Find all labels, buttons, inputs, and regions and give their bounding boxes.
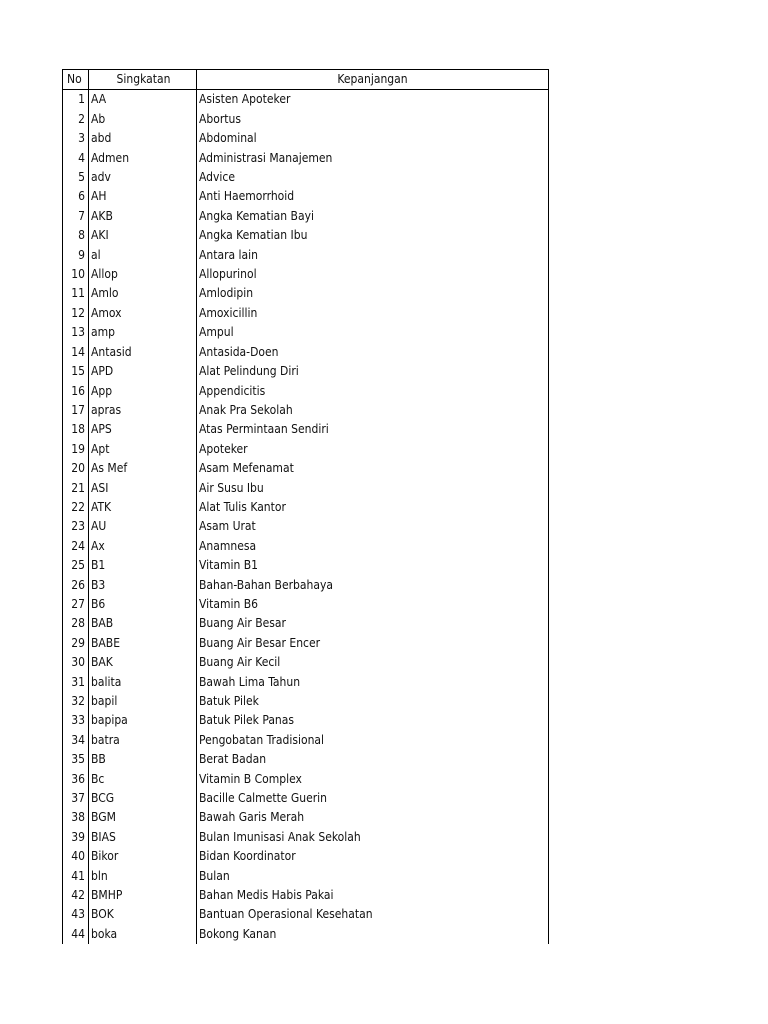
row-number: 43 <box>63 905 89 924</box>
row-number: 5 <box>63 168 89 187</box>
header-singkatan: Singkatan <box>89 70 197 90</box>
row-number: 13 <box>63 323 89 342</box>
row-number: 20 <box>63 459 89 478</box>
table-row <box>63 537 549 556</box>
abbreviation-cell: Bc <box>89 770 197 789</box>
header-no: No <box>63 70 89 90</box>
row-number: 41 <box>63 867 89 886</box>
expansion-cell: Bulan Imunisasi Anak Sekolah <box>197 828 549 847</box>
expansion-cell: Air Susu Ibu <box>197 479 549 498</box>
row-number: 18 <box>63 420 89 439</box>
expansion-cell: Batuk Pilek <box>197 692 549 711</box>
row-number: 12 <box>63 304 89 323</box>
expansion-cell: Vitamin B Complex <box>197 770 549 789</box>
abbreviation-table-container <box>62 69 548 944</box>
row-number: 1 <box>63 90 89 110</box>
table-header-row <box>63 70 549 90</box>
table-row <box>63 459 549 478</box>
expansion-cell: Asam Mefenamat <box>197 459 549 478</box>
expansion-cell: Bulan <box>197 867 549 886</box>
table-row <box>63 382 549 401</box>
table-row <box>63 129 549 148</box>
row-number: 29 <box>63 634 89 653</box>
expansion-cell: Advice <box>197 168 549 187</box>
expansion-cell: Pengobatan Tradisional <box>197 731 549 750</box>
table-row <box>63 110 549 129</box>
expansion-cell: Abortus <box>197 110 549 129</box>
abbreviation-cell: amp <box>89 323 197 342</box>
row-number: 17 <box>63 401 89 420</box>
table-row <box>63 867 549 886</box>
abbreviation-cell: App <box>89 382 197 401</box>
expansion-cell: Bahan-Bahan Berbahaya <box>197 576 549 595</box>
abbreviation-cell: Admen <box>89 149 197 168</box>
expansion-cell: Antara lain <box>197 246 549 265</box>
table-row <box>63 362 549 381</box>
table-row <box>63 828 549 847</box>
table-row <box>63 265 549 284</box>
row-number: 32 <box>63 692 89 711</box>
abbreviation-cell: BMHP <box>89 886 197 905</box>
abbreviation-cell: al <box>89 246 197 265</box>
abbreviation-cell: AH <box>89 187 197 206</box>
table-row <box>63 90 549 110</box>
abbreviation-cell: AA <box>89 90 197 110</box>
abbreviation-cell: Ab <box>89 110 197 129</box>
expansion-cell: Asam Urat <box>197 517 549 536</box>
expansion-cell: Berat Badan <box>197 750 549 769</box>
table-row <box>63 653 549 672</box>
abbreviation-cell: B1 <box>89 556 197 575</box>
table-row <box>63 187 549 206</box>
row-number: 10 <box>63 265 89 284</box>
row-number: 35 <box>63 750 89 769</box>
row-number: 24 <box>63 537 89 556</box>
abbreviation-table <box>62 69 549 944</box>
row-number: 15 <box>63 362 89 381</box>
table-row <box>63 673 549 692</box>
table-body <box>63 90 549 944</box>
table-row <box>63 517 549 536</box>
expansion-cell: Vitamin B1 <box>197 556 549 575</box>
expansion-cell: Bokong Kanan <box>197 925 549 944</box>
row-number: 9 <box>63 246 89 265</box>
expansion-cell: Buang Air Besar Encer <box>197 634 549 653</box>
abbreviation-cell: Allop <box>89 265 197 284</box>
table-row <box>63 207 549 226</box>
abbreviation-cell: APS <box>89 420 197 439</box>
abbreviation-cell: ASI <box>89 479 197 498</box>
abbreviation-cell: BB <box>89 750 197 769</box>
row-number: 6 <box>63 187 89 206</box>
expansion-cell: Buang Air Besar <box>197 614 549 633</box>
expansion-cell: Bacille Calmette Guerin <box>197 789 549 808</box>
table-row <box>63 692 549 711</box>
expansion-cell: Administrasi Manajemen <box>197 149 549 168</box>
abbreviation-cell: AU <box>89 517 197 536</box>
table-row <box>63 614 549 633</box>
abbreviation-cell: BOK <box>89 905 197 924</box>
row-number: 3 <box>63 129 89 148</box>
table-row <box>63 420 549 439</box>
table-row <box>63 226 549 245</box>
abbreviation-cell: AKI <box>89 226 197 245</box>
expansion-cell: Amlodipin <box>197 284 549 303</box>
expansion-cell: Appendicitis <box>197 382 549 401</box>
table-row <box>63 498 549 517</box>
table-row <box>63 634 549 653</box>
expansion-cell: Angka Kematian Bayi <box>197 207 549 226</box>
abbreviation-cell: AKB <box>89 207 197 226</box>
expansion-cell: Amoxicillin <box>197 304 549 323</box>
abbreviation-cell: balita <box>89 673 197 692</box>
expansion-cell: Vitamin B6 <box>197 595 549 614</box>
row-number: 14 <box>63 343 89 362</box>
row-number: 34 <box>63 731 89 750</box>
expansion-cell: Antasida-Doen <box>197 343 549 362</box>
expansion-cell: Anamnesa <box>197 537 549 556</box>
abbreviation-cell: bapipa <box>89 711 197 730</box>
row-number: 39 <box>63 828 89 847</box>
row-number: 30 <box>63 653 89 672</box>
expansion-cell: Bawah Lima Tahun <box>197 673 549 692</box>
header-kepanjangan: Kepanjangan <box>197 70 549 90</box>
table-row <box>63 440 549 459</box>
table-row <box>63 905 549 924</box>
abbreviation-cell: As Mef <box>89 459 197 478</box>
abbreviation-cell: boka <box>89 925 197 944</box>
abbreviation-cell: Ax <box>89 537 197 556</box>
table-row <box>63 149 549 168</box>
table-row <box>63 789 549 808</box>
abbreviation-cell: BAB <box>89 614 197 633</box>
abbreviation-cell: BGM <box>89 808 197 827</box>
row-number: 40 <box>63 847 89 866</box>
abbreviation-cell: BABE <box>89 634 197 653</box>
expansion-cell: Bidan Koordinator <box>197 847 549 866</box>
row-number: 19 <box>63 440 89 459</box>
abbreviation-cell: bln <box>89 867 197 886</box>
abbreviation-cell: abd <box>89 129 197 148</box>
expansion-cell: Bahan Medis Habis Pakai <box>197 886 549 905</box>
abbreviation-cell: ATK <box>89 498 197 517</box>
expansion-cell: Atas Permintaan Sendiri <box>197 420 549 439</box>
row-number: 33 <box>63 711 89 730</box>
row-number: 38 <box>63 808 89 827</box>
row-number: 27 <box>63 595 89 614</box>
row-number: 26 <box>63 576 89 595</box>
row-number: 2 <box>63 110 89 129</box>
row-number: 25 <box>63 556 89 575</box>
abbreviation-cell: Antasid <box>89 343 197 362</box>
row-number: 22 <box>63 498 89 517</box>
expansion-cell: Buang Air Kecil <box>197 653 549 672</box>
row-number: 37 <box>63 789 89 808</box>
table-row <box>63 168 549 187</box>
table-row <box>63 323 549 342</box>
table-row <box>63 925 549 944</box>
table-row <box>63 731 549 750</box>
expansion-cell: Bantuan Operasional Kesehatan <box>197 905 549 924</box>
expansion-cell: Asisten Apoteker <box>197 90 549 110</box>
abbreviation-cell: BCG <box>89 789 197 808</box>
table-row <box>63 401 549 420</box>
row-number: 44 <box>63 925 89 944</box>
abbreviation-cell: B3 <box>89 576 197 595</box>
row-number: 23 <box>63 517 89 536</box>
abbreviation-cell: BAK <box>89 653 197 672</box>
row-number: 21 <box>63 479 89 498</box>
expansion-cell: Apoteker <box>197 440 549 459</box>
row-number: 28 <box>63 614 89 633</box>
abbreviation-cell: B6 <box>89 595 197 614</box>
table-row <box>63 343 549 362</box>
table-row <box>63 576 549 595</box>
row-number: 42 <box>63 886 89 905</box>
abbreviation-cell: apras <box>89 401 197 420</box>
row-number: 8 <box>63 226 89 245</box>
abbreviation-cell: APD <box>89 362 197 381</box>
table-row <box>63 479 549 498</box>
table-row <box>63 770 549 789</box>
expansion-cell: Alat Tulis Kantor <box>197 498 549 517</box>
abbreviation-cell: Apt <box>89 440 197 459</box>
row-number: 11 <box>63 284 89 303</box>
row-number: 31 <box>63 673 89 692</box>
row-number: 4 <box>63 149 89 168</box>
table-row <box>63 750 549 769</box>
abbreviation-cell: batra <box>89 731 197 750</box>
expansion-cell: Alat Pelindung Diri <box>197 362 549 381</box>
abbreviation-cell: Bikor <box>89 847 197 866</box>
abbreviation-cell: Amox <box>89 304 197 323</box>
table-row <box>63 847 549 866</box>
row-number: 16 <box>63 382 89 401</box>
row-number: 7 <box>63 207 89 226</box>
expansion-cell: Anak Pra Sekolah <box>197 401 549 420</box>
expansion-cell: Bawah Garis Merah <box>197 808 549 827</box>
expansion-cell: Ampul <box>197 323 549 342</box>
expansion-cell: Angka Kematian Ibu <box>197 226 549 245</box>
table-row <box>63 711 549 730</box>
expansion-cell: Anti Haemorrhoid <box>197 187 549 206</box>
expansion-cell: Abdominal <box>197 129 549 148</box>
table-row <box>63 284 549 303</box>
expansion-cell: Allopurinol <box>197 265 549 284</box>
table-row <box>63 556 549 575</box>
table-row <box>63 246 549 265</box>
abbreviation-cell: Amlo <box>89 284 197 303</box>
abbreviation-cell: adv <box>89 168 197 187</box>
abbreviation-cell: bapil <box>89 692 197 711</box>
table-row <box>63 886 549 905</box>
abbreviation-cell: BIAS <box>89 828 197 847</box>
row-number: 36 <box>63 770 89 789</box>
table-row <box>63 595 549 614</box>
table-row <box>63 304 549 323</box>
expansion-cell: Batuk Pilek Panas <box>197 711 549 730</box>
table-row <box>63 808 549 827</box>
